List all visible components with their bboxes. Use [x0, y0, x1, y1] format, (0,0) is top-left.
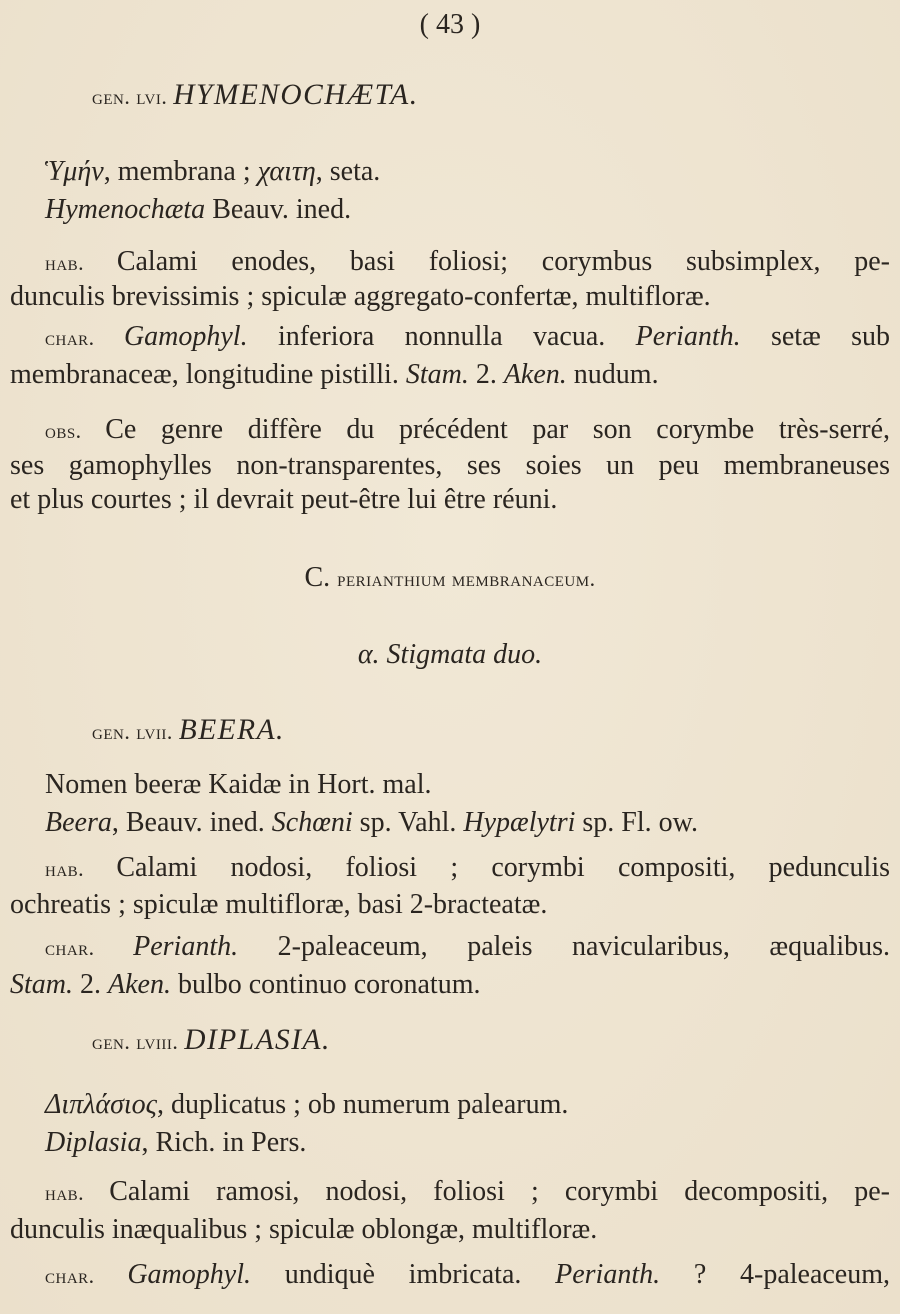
text-segment: sp. Vahl. — [352, 807, 464, 838]
text-segment: 2. — [73, 969, 108, 1000]
text-line — [45, 245, 890, 280]
text-line — [10, 1213, 597, 1247]
text-line — [10, 968, 480, 1002]
text-line — [45, 413, 890, 448]
text-line — [10, 483, 557, 517]
text-segment: Hymenochæta — [45, 194, 206, 225]
text-line — [45, 193, 351, 227]
text-segment: undiquè imbricata. — [250, 1259, 556, 1290]
section-label: obs. — [45, 419, 106, 443]
text-segment: Diplasia — [45, 1127, 142, 1158]
text-segment: Calami ramosi, nodosi, foliosi ; corymbi decompositi, pe- — [109, 1176, 890, 1207]
text-segment: sp. Fl. ow. — [575, 807, 699, 838]
text-segment: Aken. — [108, 969, 171, 1000]
text-segment: Gamophyl. — [127, 1259, 251, 1290]
text-line — [45, 851, 890, 886]
section-label: perianthium membranaceum. — [337, 567, 596, 591]
text-line — [10, 280, 711, 314]
text-segment: C. — [304, 562, 338, 593]
text-segment: Nomen beeræ Kaidæ in Hort. mal. — [45, 769, 432, 800]
text-segment: ochreatis ; spiculæ multifloræ, basi 2-bracteatæ. — [10, 889, 548, 920]
text-segment: Beauv. ined. — [205, 194, 352, 225]
page-number — [0, 8, 900, 42]
text-segment: dunculis brevissimis ; spiculæ aggregato-confertæ, multifloræ. — [10, 281, 711, 312]
text-segment: , Beauv. ined. — [111, 807, 272, 838]
section-label: hab. — [45, 251, 117, 275]
section-label: char. — [45, 326, 124, 350]
section-label: gen. lvii. — [92, 720, 179, 744]
text-segment: 2. — [468, 359, 504, 390]
text-segment: χαιτη — [257, 156, 316, 187]
genus-title: BEERA. — [178, 714, 285, 746]
text-segment: inferiora nonnulla vacua. — [247, 321, 636, 352]
text-line — [92, 1023, 331, 1059]
text-segment: Perianth. — [635, 321, 741, 352]
section-label: char. — [45, 1264, 128, 1288]
text-segment: , seta. — [315, 156, 381, 187]
text-segment: Beera — [45, 807, 112, 838]
text-segment: Stam. — [405, 359, 469, 390]
text-segment: Calami nodosi, foliosi ; corymbi compositi, pedunculis — [116, 852, 890, 883]
text-segment: Stam. — [10, 969, 73, 1000]
text-line — [45, 320, 890, 355]
text-segment: Διπλάσιος — [45, 1089, 158, 1120]
text-line — [45, 768, 431, 802]
text-line — [0, 638, 900, 672]
text-segment: Gamophyl. — [123, 321, 248, 352]
text-segment: Hypælytri — [463, 807, 576, 838]
text-segment: ( 43 ) — [419, 9, 481, 40]
text-segment: Ὑμήν — [45, 156, 104, 187]
text-segment: setæ sub — [740, 321, 890, 352]
text-segment: Perianth. — [555, 1259, 661, 1290]
text-line — [92, 78, 419, 114]
text-line — [10, 888, 547, 922]
text-line — [45, 1258, 890, 1293]
text-line — [0, 561, 900, 596]
text-segment: ses gamophylles non-transparentes, ses soies un peu membraneuses — [10, 450, 890, 481]
text-segment: Calami enodes, basi foliosi; corymbus subsimplex, pe- — [116, 246, 890, 277]
genus-title: DIPLASIA. — [184, 1024, 331, 1056]
text-segment: dunculis inæqualibus ; spiculæ oblongæ, multifloræ. — [10, 1214, 598, 1245]
section-label: char. — [45, 936, 134, 960]
section-label: gen. lvi. — [92, 85, 174, 109]
text-segment: ? 4-paleaceum, — [660, 1259, 891, 1290]
text-line — [92, 713, 285, 749]
text-segment: , duplicatus ; ob numerum palearum. — [157, 1089, 569, 1120]
text-segment: Schœni — [271, 807, 353, 838]
section-label: hab. — [45, 857, 117, 881]
text-line — [10, 449, 890, 483]
text-line — [10, 358, 659, 392]
text-line — [45, 930, 890, 965]
text-line — [45, 155, 380, 189]
text-segment: nudum. — [566, 359, 659, 390]
text-segment: Perianth. — [133, 931, 239, 962]
text-segment: , Rich. in Pers. — [141, 1127, 307, 1158]
text-line — [45, 1126, 306, 1160]
text-line — [45, 1175, 890, 1210]
text-segment: α. Stigmata duo. — [357, 639, 543, 670]
genus-title: HYMENOCHÆTA. — [173, 79, 419, 111]
text-segment: bulbo continuo coronatum. — [170, 969, 481, 1000]
text-segment: , membrana ; — [103, 156, 258, 187]
text-segment: Aken. — [503, 359, 567, 390]
text-segment: Ce genre diffère du précédent par son corymbe très-serré, — [105, 414, 890, 445]
text-line — [45, 1088, 568, 1122]
section-label: gen. lviii. — [92, 1030, 185, 1054]
section-label: hab. — [45, 1181, 110, 1205]
text-segment: membranaceæ, longitudine pistilli. — [10, 359, 406, 390]
text-segment: et plus courtes ; il devrait peut-être lui être réuni. — [10, 484, 558, 515]
text-segment: 2-paleaceum, paleis navicularibus, æqualibus. — [238, 931, 890, 962]
text-line — [45, 806, 698, 840]
